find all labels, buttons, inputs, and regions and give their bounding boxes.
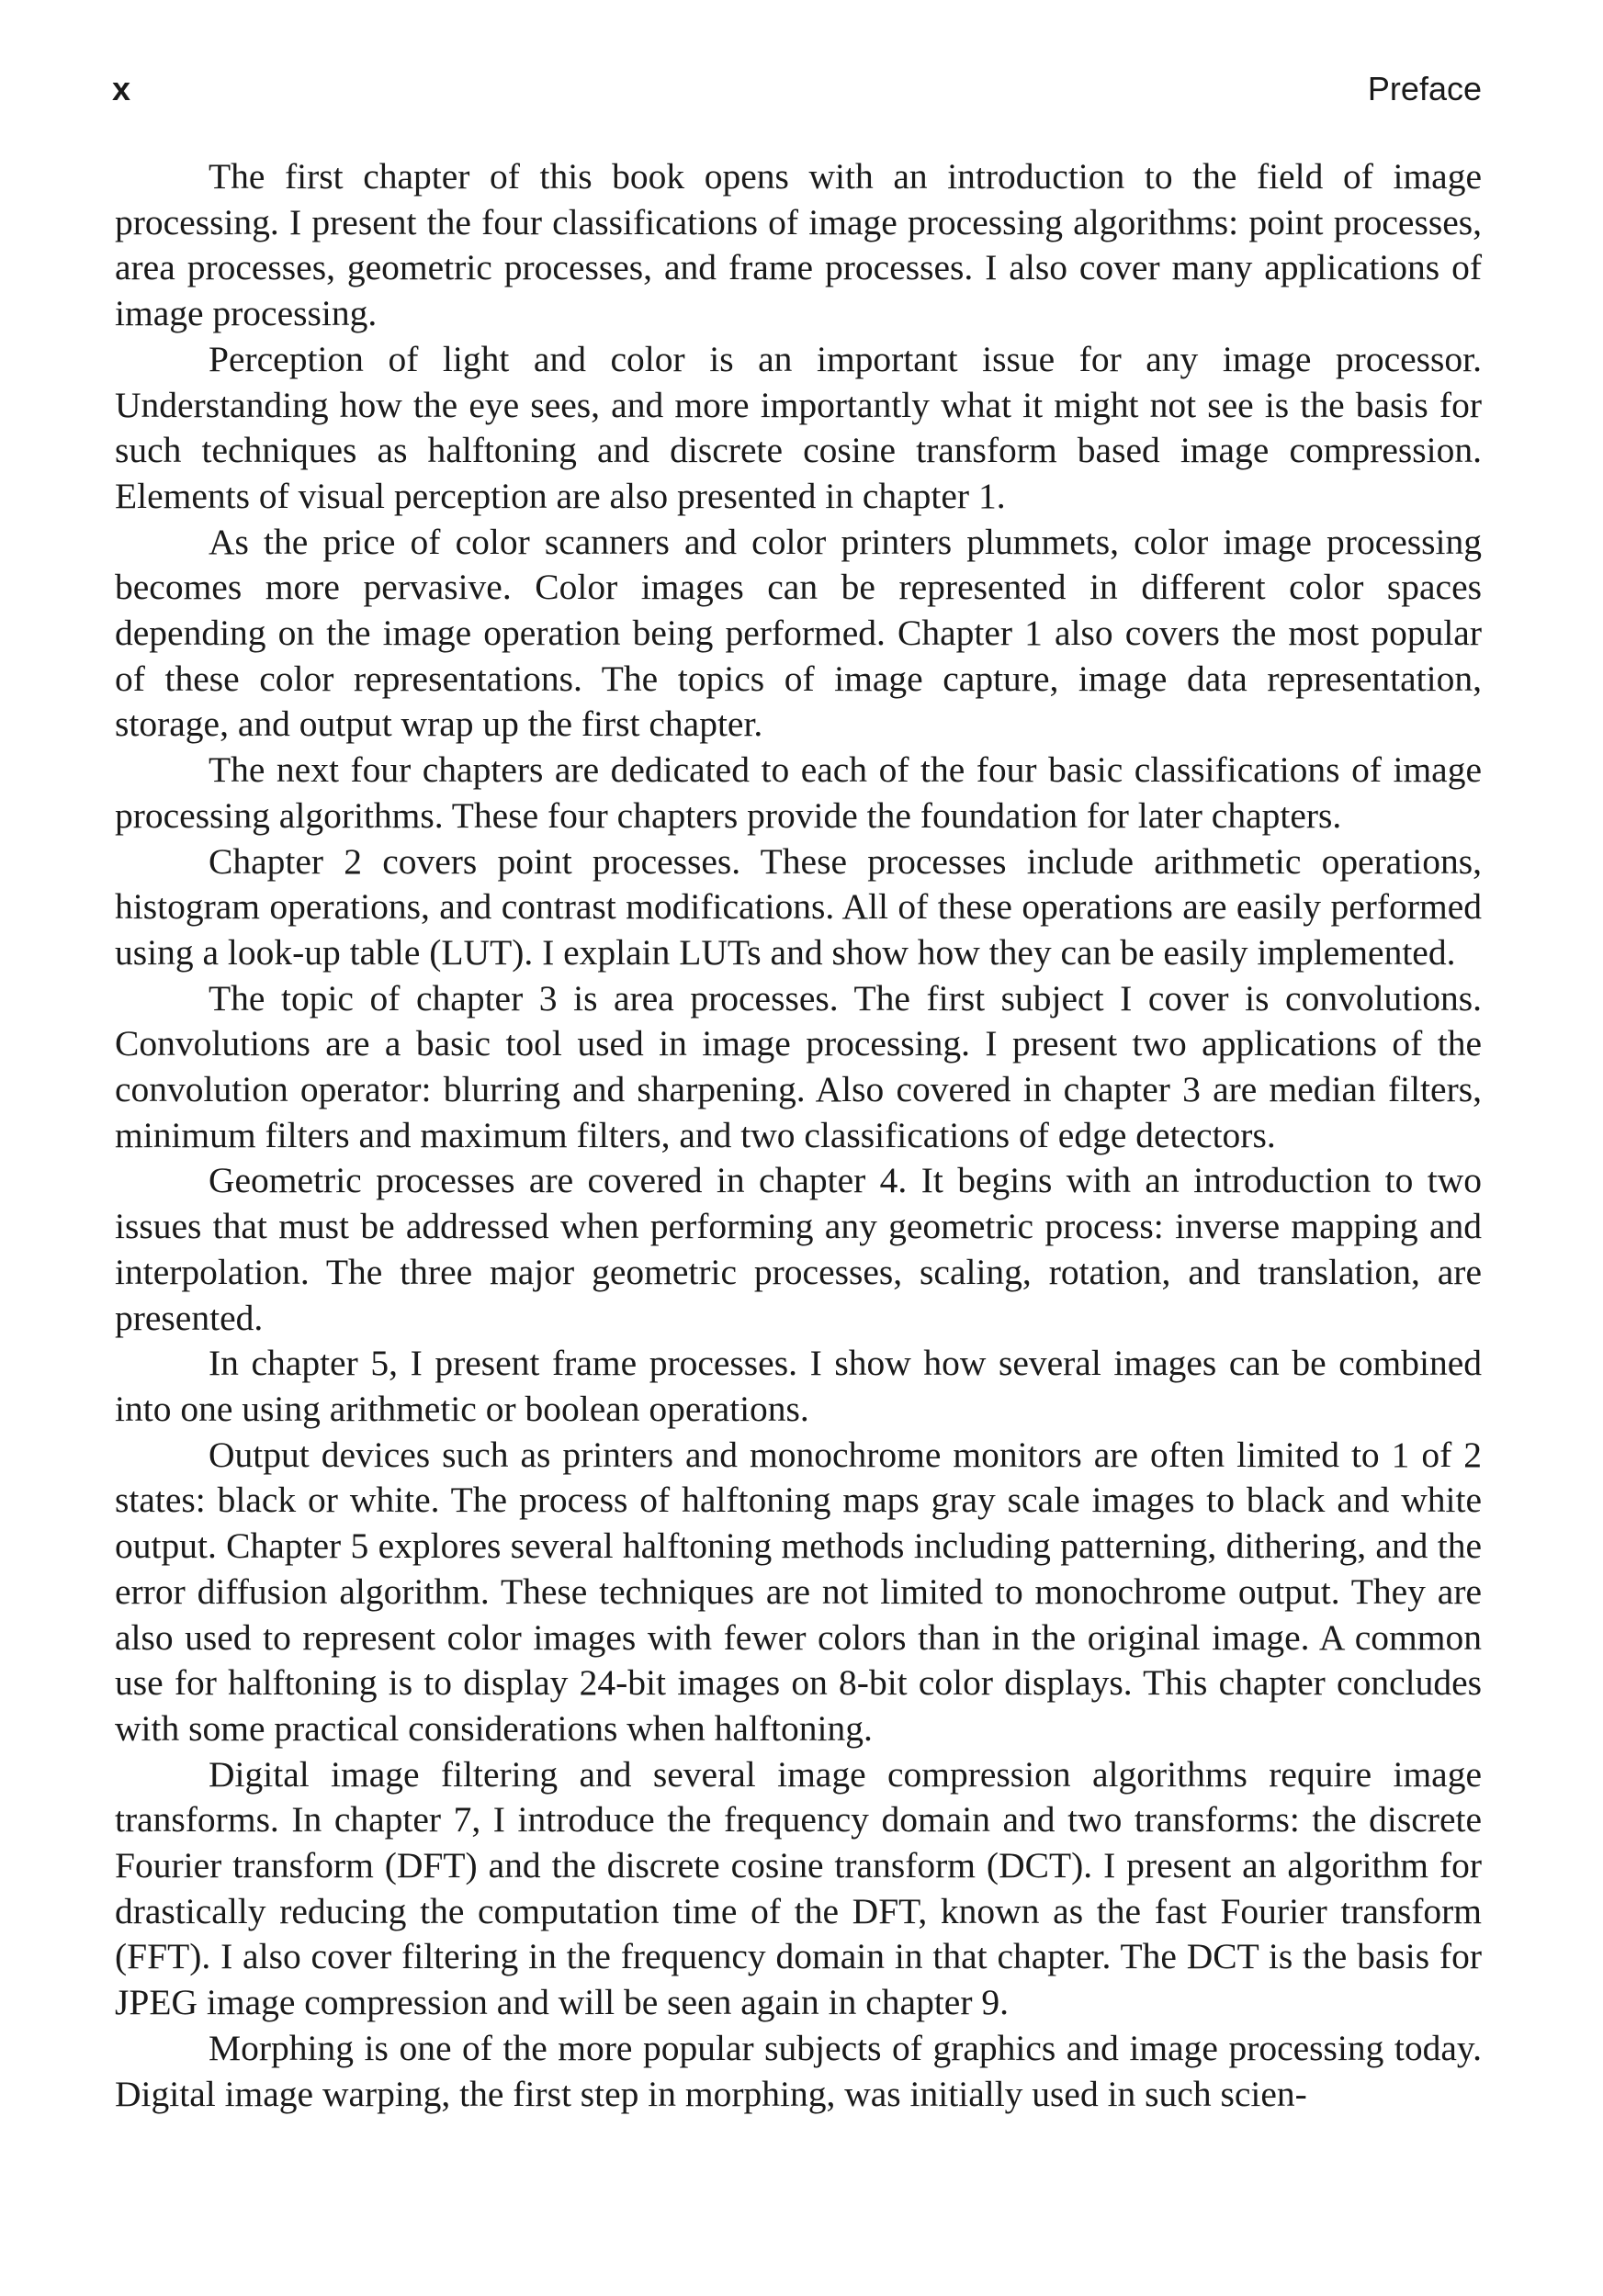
paragraph-halftoning: Output devices such as printers and monochrome monitors are often limited to 1 of 2 states: black or white. The process of halftoning maps gray scale images to black and white output. Chapter 5 explores several halftoning methods including patterning, dithering, and the error diffusion algorithm. These techniques are not limited to monochrome output. They are also used to represent color images with fewer colors than in the original image. A common use for halftoning is to display 24-bit images on 8-bit color displays. This chapter concludes with some practical considerations when halftoning. — [115, 1434, 1482, 1749]
paragraph-transforms: Digital image filtering and several image compression algorithms require image transforms. In chapter 7, I introduce the frequency domain and two transforms: the discrete Fourier transform (DFT) and the discrete cosine transform (DCT). I present an algorithm for drastically reducing the computation time of the DFT, known as the fast Fourier transform (FFT). I also cover filtering in the frequency domain in that chapter. The DCT is the basis for JPEG image compression and will be seen again in chapter 9. — [115, 1753, 1482, 2023]
paragraph-morphing: Morphing is one of the more popular subjects of graphics and image processing today. Digital image warping, the first step in morphing, was initially used in such scien- — [115, 2027, 1482, 2114]
paragraph-color: As the price of color scanners and color printers plummets, color image processing becomes more pervasive. Color images can be represented in different color spaces depending on the image operation being performed. Chapter 1 also covers the most popular of these color representations. The topics of image capture, image data representation, storage, and output wrap up the first chapter. — [115, 521, 1482, 745]
preface-body — [115, 154, 1482, 2117]
running-head: Preface — [1367, 70, 1482, 107]
paragraph-chapter-2: Chapter 2 covers point processes. These processes include arithmetic operations, histogram operations, and contrast modifications. All of these operations are easily performed using a look-up table (LUT). I explain LUTs and show how they can be easily implemented. — [115, 840, 1482, 973]
page-number: x — [112, 70, 131, 107]
paragraph-chapter-3: The topic of chapter 3 is area processes. The first subject I cover is convolutions. Convolutions are a basic tool used in image processing. I present two applications of the convolution operator: blurring and sharpening. Also covered in chapter 3 are median filters, minimum filters and maximum filters, and two classifications of edge detectors. — [115, 977, 1482, 1155]
paragraph-chapter-5-frame: In chapter 5, I present frame processes. I show how several images can be combined into one using arithmetic or boolean operations. — [115, 1343, 1482, 1429]
paragraph-perception: Perception of light and color is an important issue for any image processor. Understanding how the eye sees, and more importantly what it might not see is the basis for such techniques as halftoning and discrete cosine transform based image compression. Elements of visual perception are also presented in chapter 1. — [115, 338, 1482, 516]
paragraph-four-chapters: The next four chapters are dedicated to each of the four basic classifications of image processing algorithms. These four chapters provide the foundation for later chapters. — [115, 749, 1482, 836]
page-header — [112, 66, 1482, 112]
paragraph-chapter-4: Geometric processes are covered in chapter 4. It begins with an introduction to two issues that must be addressed when performing any geometric process: inverse mapping and interpolation. The three major geometric processes, scaling, rotation, and translation, are presented. — [115, 1160, 1482, 1338]
paragraph-chapter-1-intro: The first chapter of this book opens with an introduction to the field of image processing. I present the four classifications of image processing algorithms: point processes, area processes, geometric processes, and frame processes. I also cover many applications of image processing. — [115, 156, 1482, 334]
